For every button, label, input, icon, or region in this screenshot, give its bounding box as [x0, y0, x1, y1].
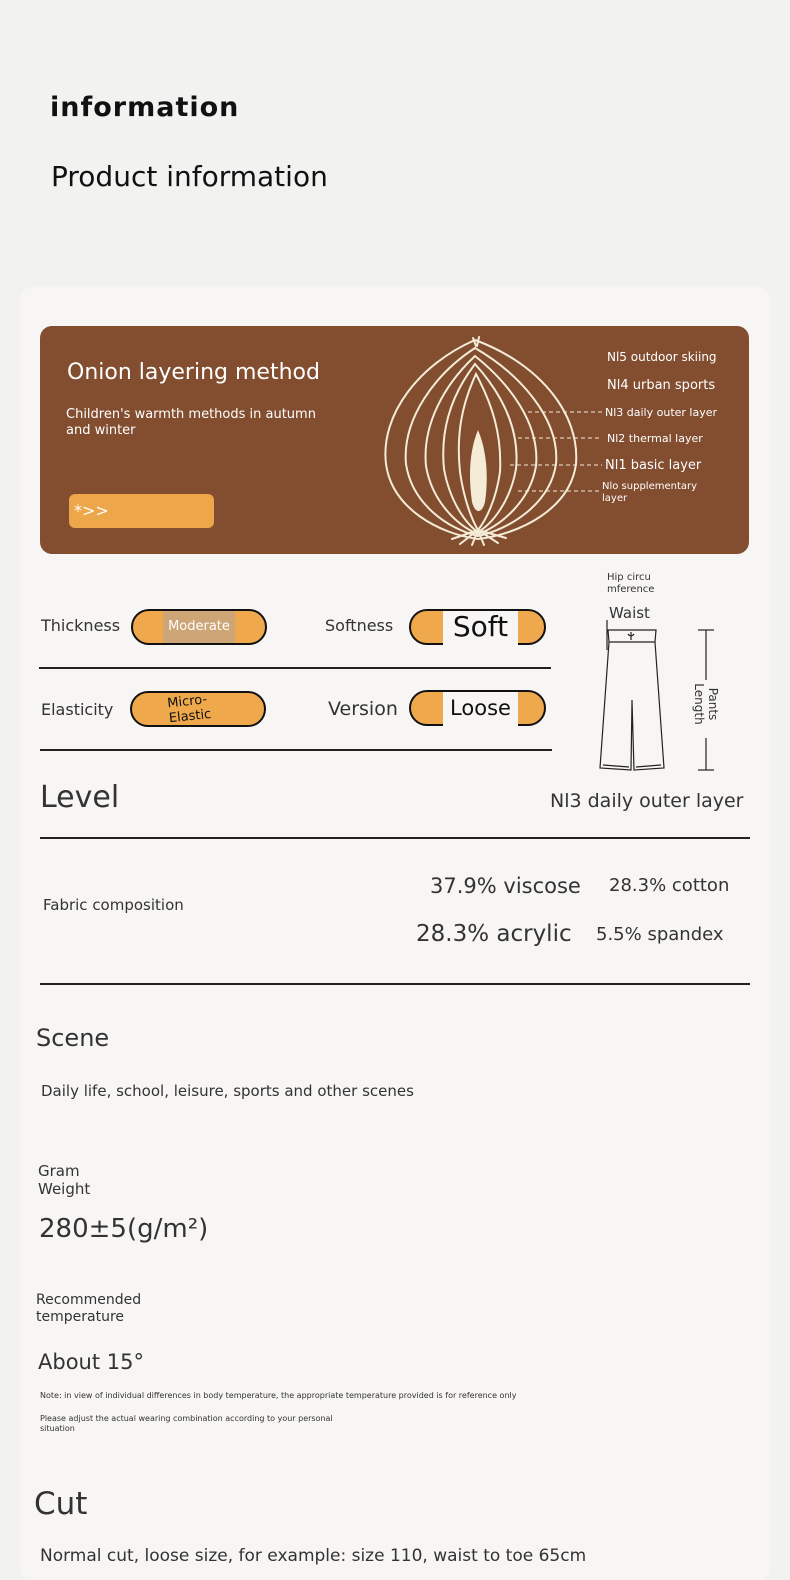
thickness-value: Moderate: [163, 611, 235, 643]
gram-label: Gram Weight: [38, 1162, 91, 1198]
version-label: Version: [328, 698, 398, 720]
pants-length-label: Pants Length: [692, 683, 720, 725]
waist-label: Waist: [609, 604, 650, 622]
gram-value: 280±5(g/m²): [39, 1214, 209, 1244]
hip-label: Hip circu mference: [607, 572, 655, 595]
level-value: Nl3 daily outer layer: [550, 790, 744, 812]
page-title: Product information: [51, 160, 328, 193]
layer-nl1: Nl1 basic layer: [605, 458, 702, 473]
temperature-note: Note: in view of individual differences in body temperature, the appropriate temperature provided is for reference only: [40, 1391, 517, 1400]
fabric-viscose: 37.9% viscose: [430, 874, 581, 898]
fabric-acrylic: 28.3% acrylic: [416, 921, 572, 947]
layer-nlo: Nlo supplementary layer: [602, 481, 698, 504]
layer-nl3: Nl3 daily outer layer: [605, 406, 718, 419]
softness-pill: [409, 609, 546, 645]
divider: [40, 837, 750, 839]
banner-more-button[interactable]: *>>: [69, 494, 214, 528]
softness-value: Soft: [443, 611, 518, 645]
layer-nl4: Nl4 urban sports: [607, 378, 716, 393]
elasticity-value: Micro-Elastic: [166, 692, 212, 727]
temperature-value: About 15°: [38, 1350, 144, 1374]
thickness-label: Thickness: [41, 616, 121, 635]
fabric-label: Fabric composition: [43, 896, 184, 914]
banner-title: Onion layering method: [67, 360, 320, 385]
level-label: Level: [40, 780, 120, 815]
divider: [40, 983, 750, 985]
softness-label: Softness: [325, 616, 394, 635]
divider: [39, 667, 551, 669]
layer-nl2: Nl2 thermal layer: [607, 432, 703, 445]
layer-leader-lines: [510, 406, 610, 496]
onion-banner: [40, 326, 749, 554]
fabric-cotton: 28.3% cotton: [609, 875, 730, 896]
layer-nl5: Nl5 outdoor skiing: [607, 350, 717, 364]
banner-description: Children's warmth methods in autumn and winter: [66, 407, 316, 438]
scene-value: Daily life, school, leisure, sports and other scenes: [41, 1082, 414, 1100]
cut-label: Cut: [34, 1486, 88, 1522]
divider: [40, 749, 552, 751]
version-pill: [409, 690, 546, 726]
script-title: information: [50, 92, 240, 123]
elasticity-label: Elasticity: [41, 700, 114, 719]
temperature-label: Recommended temperature: [36, 1292, 142, 1325]
elasticity-pill: [130, 691, 266, 727]
scene-label: Scene: [36, 1024, 110, 1052]
thickness-pill: [131, 609, 267, 645]
cut-value: Normal cut, loose size, for example: size 110, waist to toe 65cm: [40, 1546, 587, 1566]
temperature-advice: Please adjust the actual wearing combination according to your personal situation: [40, 1414, 333, 1433]
version-value: Loose: [443, 692, 518, 726]
fabric-spandex: 5.5% spandex: [596, 924, 724, 945]
